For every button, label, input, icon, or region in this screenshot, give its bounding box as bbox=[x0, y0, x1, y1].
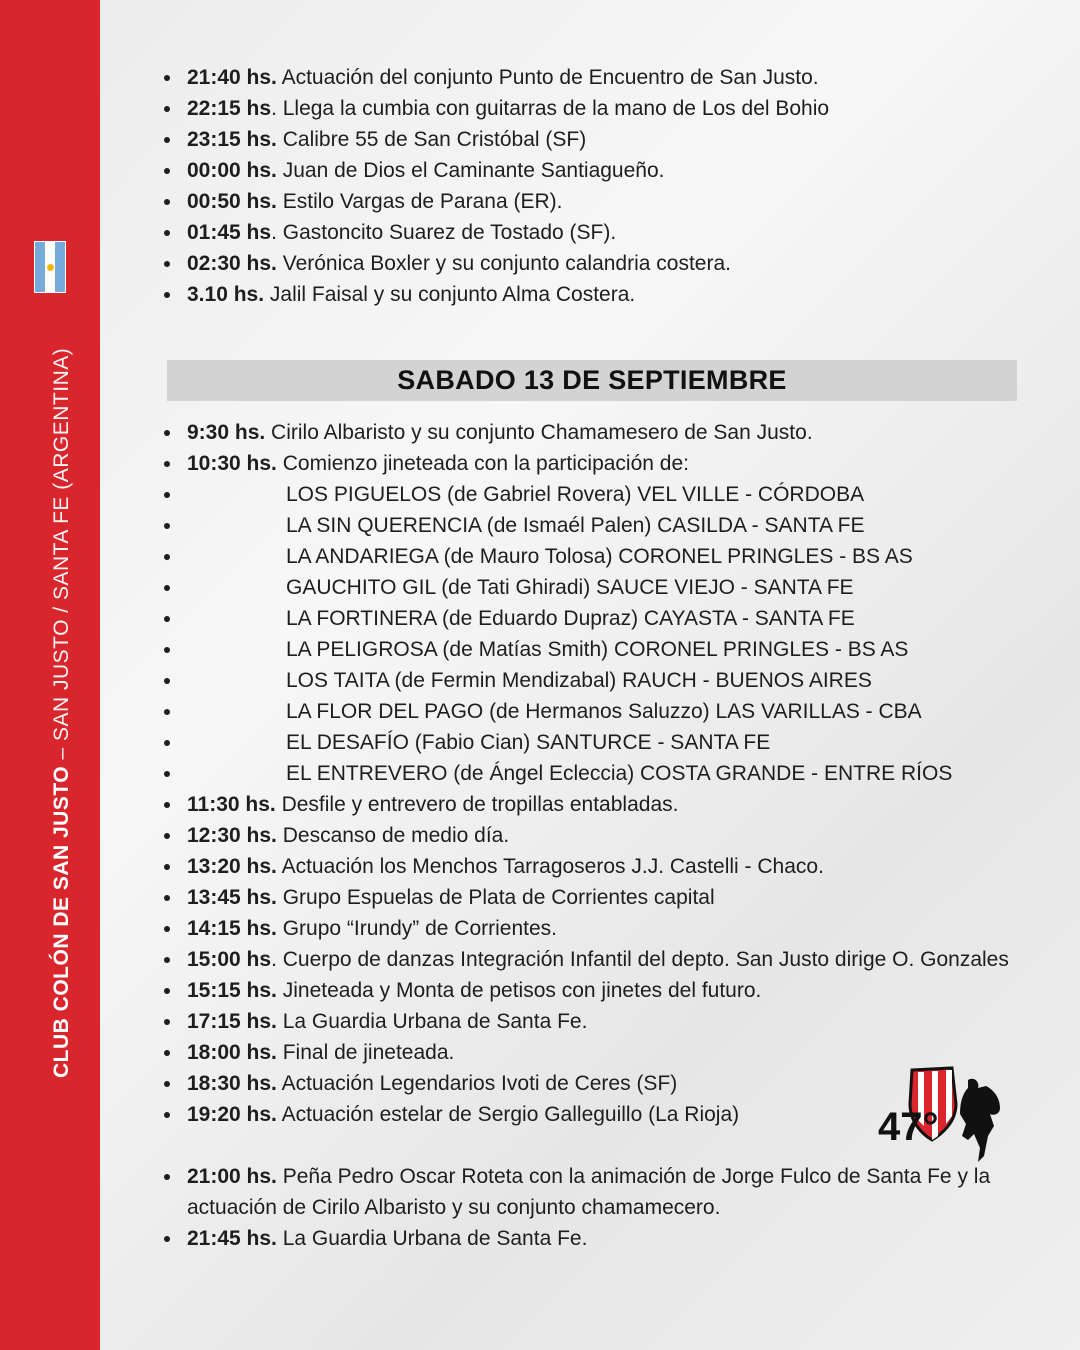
list-item: 18:00 hs. Final de jineteada. bbox=[160, 1037, 1040, 1068]
list-item: 13:20 hs. Actuación los Menchos Tarragoseros J.J. Castelli - Chaco. bbox=[160, 851, 1040, 882]
club-name: CLUB COLÓN DE SAN JUSTO bbox=[50, 765, 73, 1078]
list-item: 19:20 hs. Actuación estelar de Sergio Galleguillo (La Rioja) bbox=[160, 1099, 1040, 1130]
tropilla-item: GAUCHITO GIL (de Tati Ghiradi) SAUCE VIEJO - SANTA FE bbox=[160, 572, 1040, 603]
club-location: – SAN JUSTO / SANTA FE (ARGENTINA) bbox=[50, 347, 73, 766]
saturday-night-list bbox=[160, 1161, 1040, 1254]
list-item: 15:15 hs. Jineteada y Monta de petisos con jinetes del futuro. bbox=[160, 975, 1040, 1006]
list-item: 00:50 hs. Estilo Vargas de Parana (ER). bbox=[160, 186, 1040, 217]
list-item: 14:15 hs. Grupo “Irundy” de Corrientes. bbox=[160, 913, 1040, 944]
list-item: 9:30 hs. Cirilo Albaristo y su conjunto Chamamesero de San Justo. bbox=[160, 417, 1040, 448]
list-item: 22:15 hs. Llega la cumbia con guitarras de la mano de Los del Bohio bbox=[160, 93, 1040, 124]
list-item: 18:30 hs. Actuación Legendarios Ivoti de Ceres (SF) bbox=[160, 1068, 1040, 1099]
day-header: SABADO 13 DE SEPTIEMBRE bbox=[167, 360, 1017, 401]
list-item: 11:30 hs. Desfile y entrevero de tropillas entabladas. bbox=[160, 789, 1040, 820]
list-item: 13:45 hs. Grupo Espuelas de Plata de Corrientes capital bbox=[160, 882, 1040, 913]
list-item: 23:15 hs. Calibre 55 de San Cristóbal (SF) bbox=[160, 124, 1040, 155]
argentina-flag-icon bbox=[34, 241, 66, 293]
tropilla-item: LOS TAITA (de Fermin Mendizabal) RAUCH - BUENOS AIRES bbox=[160, 665, 1040, 696]
sidebar bbox=[0, 0, 100, 1350]
saturday-schedule-list bbox=[160, 417, 1040, 1130]
list-item: 12:30 hs. Descanso de medio día. bbox=[160, 820, 1040, 851]
list-item: 01:45 hs. Gastoncito Suarez de Tostado (SF). bbox=[160, 217, 1040, 248]
tropilla-item: LA PELIGROSA (de Matías Smith) CORONEL PRINGLES - BS AS bbox=[160, 634, 1040, 665]
tropilla-item: EL ENTREVERO (de Ángel Ecleccia) COSTA GRANDE - ENTRE RÍOS bbox=[160, 758, 1040, 789]
list-item: 21:45 hs. La Guardia Urbana de Santa Fe. bbox=[160, 1223, 1040, 1254]
tropilla-item: LA ANDARIEGA (de Mauro Tolosa) CORONEL PRINGLES - BS AS bbox=[160, 541, 1040, 572]
list-item: 21:40 hs. Actuación del conjunto Punto de Encuentro de San Justo. bbox=[160, 62, 1040, 93]
tropilla-item: LOS PIGUELOS (de Gabriel Rovera) VEL VILLE - CÓRDOBA bbox=[160, 479, 1040, 510]
badge-text: 47° bbox=[878, 1105, 939, 1149]
anniversary-badge bbox=[876, 1064, 1006, 1164]
list-item: 21:00 hs. Peña Pedro Oscar Roteta con la animación de Jorge Fulco de Santa Fe y la actuación de Cirilo Albaristo y su conjunto chamamecero. bbox=[160, 1161, 1040, 1223]
list-item: 17:15 hs. La Guardia Urbana de Santa Fe. bbox=[160, 1006, 1040, 1037]
list-item: 00:00 hs. Juan de Dios el Caminante Santiagueño. bbox=[160, 155, 1040, 186]
list-item: 15:00 hs. Cuerpo de danzas Integración Infantil del depto. San Justo dirige O. Gonzales bbox=[160, 944, 1040, 975]
list-item: 3.10 hs. Jalil Faisal y su conjunto Alma Costera. bbox=[160, 279, 1040, 310]
tropilla-item: EL DESAFÍO (Fabio Cian) SANTURCE - SANTA FE bbox=[160, 727, 1040, 758]
list-item: 10:30 hs. Comienzo jineteada con la participación de: bbox=[160, 448, 1040, 479]
list-item: 02:30 hs. Verónica Boxler y su conjunto calandria costera. bbox=[160, 248, 1040, 279]
sidebar-caption bbox=[50, 348, 74, 1078]
friday-schedule-list bbox=[160, 62, 1040, 310]
tropilla-item: LA FLOR DEL PAGO (de Hermanos Saluzzo) LAS VARILLAS - CBA bbox=[160, 696, 1040, 727]
tropilla-item: LA SIN QUERENCIA (de Ismaél Palen) CASILDA - SANTA FE bbox=[160, 510, 1040, 541]
tropilla-item: LA FORTINERA (de Eduardo Dupraz) CAYASTA - SANTA FE bbox=[160, 603, 1040, 634]
